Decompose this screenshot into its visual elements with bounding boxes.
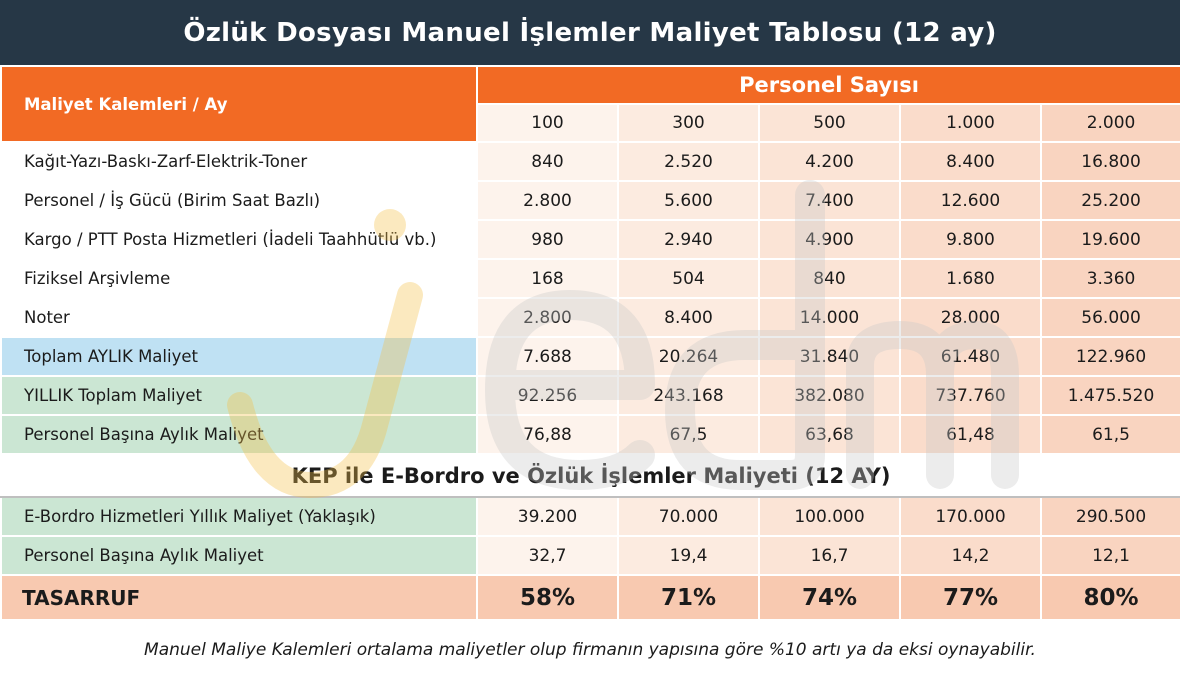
row-label: Kağıt-Yazı-Baskı-Zarf-Elektrik-Toner — [1, 142, 477, 181]
table-cell: 840 — [477, 142, 618, 181]
savings-value: 58% — [477, 575, 618, 620]
table-cell: 63,68 — [759, 415, 900, 454]
row-label: Personel / İş Gücü (Birim Saat Bazlı) — [1, 181, 477, 220]
table-cell: 61,48 — [900, 415, 1041, 454]
savings-label: TASARRUF — [1, 575, 477, 620]
section-title: KEP ile E-Bordro ve Özlük İşlemler Maliyeti (12 AY) — [1, 454, 1180, 497]
table-cell: 1.680 — [900, 259, 1041, 298]
column-header: 2.000 — [1041, 104, 1180, 142]
table-cell: 39.200 — [477, 497, 618, 536]
table-cell: 4.900 — [759, 220, 900, 259]
row-label: Personel Başına Aylık Maliyet — [1, 415, 477, 454]
row-label: Noter — [1, 298, 477, 337]
table-cell: 14.000 — [759, 298, 900, 337]
table-cell: 12,1 — [1041, 536, 1180, 575]
row-label: Kargo / PTT Posta Hizmetleri (İadeli Taahhütlü vb.) — [1, 220, 477, 259]
column-header: 500 — [759, 104, 900, 142]
yearly-total-row — [1, 376, 1180, 415]
table-cell: 243.168 — [618, 376, 759, 415]
table-cell: 14,2 — [900, 536, 1041, 575]
table-title: Özlük Dosyası Manuel İşlemler Maliyet Tablosu (12 ay) — [0, 0, 1180, 65]
table-cell: 7.400 — [759, 181, 900, 220]
table-cell: 100.000 — [759, 497, 900, 536]
table-cell: 4.200 — [759, 142, 900, 181]
ebordro-per-person-row — [1, 536, 1180, 575]
table-row — [1, 142, 1180, 181]
savings-value: 80% — [1041, 575, 1180, 620]
table-cell: 5.600 — [618, 181, 759, 220]
table-cell: 170.000 — [900, 497, 1041, 536]
table-cell: 20.264 — [618, 337, 759, 376]
personel-count-header: Personel Sayısı — [477, 66, 1180, 104]
table-cell: 3.360 — [1041, 259, 1180, 298]
table-row — [1, 220, 1180, 259]
savings-value: 77% — [900, 575, 1041, 620]
table-cell: 19.600 — [1041, 220, 1180, 259]
cost-table — [0, 65, 1180, 621]
table-cell: 168 — [477, 259, 618, 298]
row-label: Toplam AYLIK Maliyet — [1, 337, 477, 376]
table-cell: 737.760 — [900, 376, 1041, 415]
table-cell: 56.000 — [1041, 298, 1180, 337]
table-cell: 16,7 — [759, 536, 900, 575]
table-cell: 9.800 — [900, 220, 1041, 259]
table-row — [1, 259, 1180, 298]
table-cell: 504 — [618, 259, 759, 298]
table-cell: 2.940 — [618, 220, 759, 259]
table-cell: 31.840 — [759, 337, 900, 376]
table-row — [1, 181, 1180, 220]
table-cell: 2.800 — [477, 181, 618, 220]
savings-value: 71% — [618, 575, 759, 620]
table-cell: 61.480 — [900, 337, 1041, 376]
row-label: Personel Başına Aylık Maliyet — [1, 536, 477, 575]
table-cell: 92.256 — [477, 376, 618, 415]
table-cell: 61,5 — [1041, 415, 1180, 454]
table-cell: 122.960 — [1041, 337, 1180, 376]
table-cell: 1.475.520 — [1041, 376, 1180, 415]
table-cell: 67,5 — [618, 415, 759, 454]
column-header: 300 — [618, 104, 759, 142]
cost-table-container — [0, 65, 1180, 624]
ebordro-yearly-row — [1, 497, 1180, 536]
row-label: Fiziksel Arşivleme — [1, 259, 477, 298]
table-cell: 25.200 — [1041, 181, 1180, 220]
table-cell: 290.500 — [1041, 497, 1180, 536]
column-header: 1.000 — [900, 104, 1041, 142]
table-cell: 19,4 — [618, 536, 759, 575]
row-label-header: Maliyet Kalemleri / Ay — [1, 66, 477, 142]
table-cell: 70.000 — [618, 497, 759, 536]
table-cell: 32,7 — [477, 536, 618, 575]
table-cell: 980 — [477, 220, 618, 259]
column-header: 100 — [477, 104, 618, 142]
table-row — [1, 298, 1180, 337]
table-cell: 28.000 — [900, 298, 1041, 337]
table-cell: 2.520 — [618, 142, 759, 181]
footnote: Manuel Maliye Kalemleri ortalama maliyetler olup firmanın yapısına göre %10 artı ya da eksi oynayabilir. — [144, 639, 1036, 660]
table-cell: 7.688 — [477, 337, 618, 376]
table-cell: 840 — [759, 259, 900, 298]
row-label: E-Bordro Hizmetleri Yıllık Maliyet (Yaklaşık) — [1, 497, 477, 536]
table-cell: 76,88 — [477, 415, 618, 454]
table-cell: 12.600 — [900, 181, 1041, 220]
table-cell: 382.080 — [759, 376, 900, 415]
savings-value: 74% — [759, 575, 900, 620]
savings-row — [1, 575, 1180, 620]
monthly-total-row — [1, 337, 1180, 376]
table-cell: 2.800 — [477, 298, 618, 337]
table-cell: 8.400 — [900, 142, 1041, 181]
row-label: YILLIK Toplam Maliyet — [1, 376, 477, 415]
table-cell: 16.800 — [1041, 142, 1180, 181]
section-heading-row — [1, 454, 1180, 497]
per-person-monthly-row — [1, 415, 1180, 454]
table-cell: 8.400 — [618, 298, 759, 337]
